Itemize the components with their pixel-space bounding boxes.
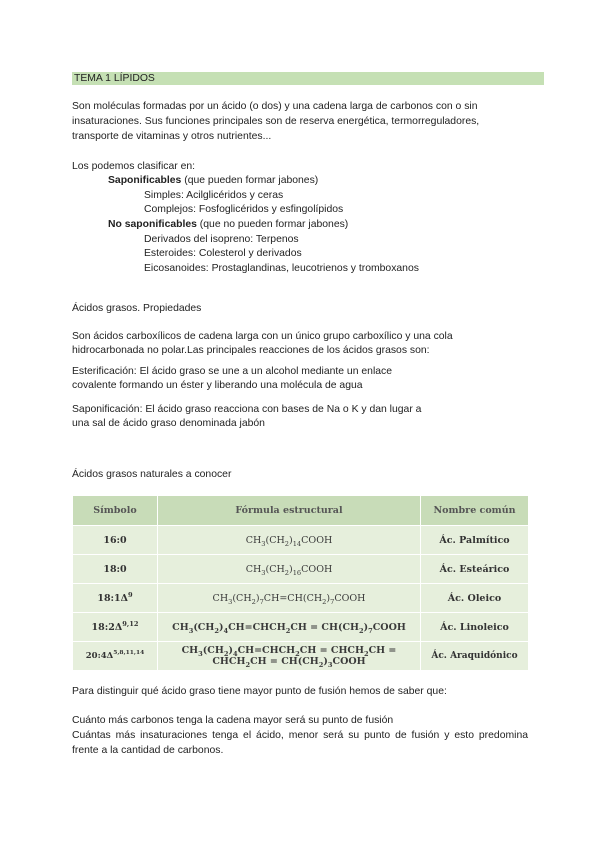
- row-symbol: $20:4\Delta^{5,8,11,14}$: [73, 642, 158, 671]
- melting-rule-1: Cuánto más carbonos tenga la cadena mayor será su punto de fusión: [72, 715, 394, 726]
- fatty-acids-p1-line-2: hidrocarbonada no polar.Las principales reacciones de los ácidos grasos son:: [72, 345, 430, 356]
- simples-item: Simples: Acilglicéridos y ceras: [144, 190, 284, 201]
- row-formula: $CH_3(CH_2)_{16}COOH$: [158, 555, 421, 584]
- header-formula: Fórmula estructural: [158, 496, 421, 526]
- table-row: [73, 613, 529, 642]
- fatty-acids-table: [72, 495, 529, 671]
- title-highlight: [72, 72, 544, 85]
- melting-rule-2: Cuántas más insaturaciones tenga el ácido, menor será su punto de fusión y esto predomina frente a la cantidad de carbonos.: [72, 730, 528, 756]
- row-formula: $CH_3(CH_2)_{14}COOH$: [158, 526, 421, 555]
- table-row: [73, 642, 529, 671]
- esterification-line-1: Esterificación: El ácido graso se une a un alcohol mediante un enlace: [72, 366, 392, 377]
- header-name: Nombre común: [421, 496, 529, 526]
- page-title: TEMA 1 LÍPIDOS: [74, 73, 155, 84]
- row-symbol: 16:0: [73, 526, 158, 555]
- no-saponificables-label: No saponificables: [108, 219, 197, 230]
- saponificables-note: (que pueden formar jabones): [181, 175, 319, 186]
- header-symbol: Símbolo: [73, 496, 158, 526]
- fatty-acids-heading: Ácidos grasos. Propiedades: [72, 303, 202, 314]
- row-name: Ác. Oleico: [421, 584, 529, 613]
- esteroides-item: Esteroides: Colesterol y derivados: [144, 248, 302, 259]
- intro-line-1: Son moléculas formadas por un ácido (o dos) y una cadena larga de carbonos con o sin: [72, 101, 478, 112]
- complejos-item: Complejos: Fosfoglicéridos y esfingolípidos: [144, 204, 344, 215]
- no-saponificables-note: (que no pueden formar jabones): [196, 219, 349, 230]
- eicosanoides-item: Eicosanoides: Prostaglandinas, leucotrienos y tromboxanos: [144, 263, 419, 274]
- row-symbol: 18:0: [73, 555, 158, 584]
- intro-line-2: insaturaciones. Sus funciones principales son de reserva energética, termorreguladores,: [72, 116, 480, 127]
- melting-intro: Para distinguir qué ácido graso tiene mayor punto de fusión hemos de saber que:: [72, 686, 447, 697]
- esterification-line-2: covalente formando un éster y liberando una molécula de agua: [72, 380, 363, 391]
- saponificables-label: Saponificables: [108, 175, 182, 186]
- classification-heading: Los podemos clasificar en:: [72, 161, 196, 172]
- row-formula: $CH_3(CH_2)_4CH=CHCH_2CH$ = $CHCH_2CH$ = $CHCH_2CH$ = $CH(CH_2)_3COOH$: [158, 642, 421, 671]
- saponification-line-2: una sal de ácido graso denominada jabón: [72, 418, 265, 429]
- row-formula: $CH_3(CH_2)_7CH=CH(CH_2)_7COOH$: [158, 584, 421, 613]
- fatty-acids-p1-line-1: Son ácidos carboxílicos de cadena larga con un único grupo carboxílico y una cola: [72, 331, 453, 342]
- saponification-line-1: Saponificación: El ácido graso reacciona con bases de Na o K y dan lugar a: [72, 404, 422, 415]
- table-header-row: [73, 496, 529, 526]
- row-name: Ác. Palmítico: [421, 526, 529, 555]
- row-symbol: $18:1\Delta^9$: [73, 584, 158, 613]
- table-row: [73, 584, 529, 613]
- saponificables-line: [108, 174, 318, 188]
- intro-line-3: transporte de vitaminas y otros nutrientes...: [72, 131, 272, 142]
- no-saponificables-line: [108, 218, 348, 232]
- row-formula: $CH_3(CH_2)_4CH=CHCH_2CH$ = $CH(CH_2)_7COOH$: [158, 613, 421, 642]
- table-row: [73, 555, 529, 584]
- isopreno-item: Derivados del isopreno: Terpenos: [144, 234, 299, 245]
- table-row: [73, 526, 529, 555]
- row-name: Ác. Esteárico: [421, 555, 529, 584]
- row-name: Ác. Linoleico: [421, 613, 529, 642]
- natural-acids-heading: Ácidos grasos naturales a conocer: [72, 469, 232, 480]
- row-symbol: $18:2\Delta^{9,12}$: [73, 613, 158, 642]
- row-name: Ác. Araquidónico: [421, 642, 529, 671]
